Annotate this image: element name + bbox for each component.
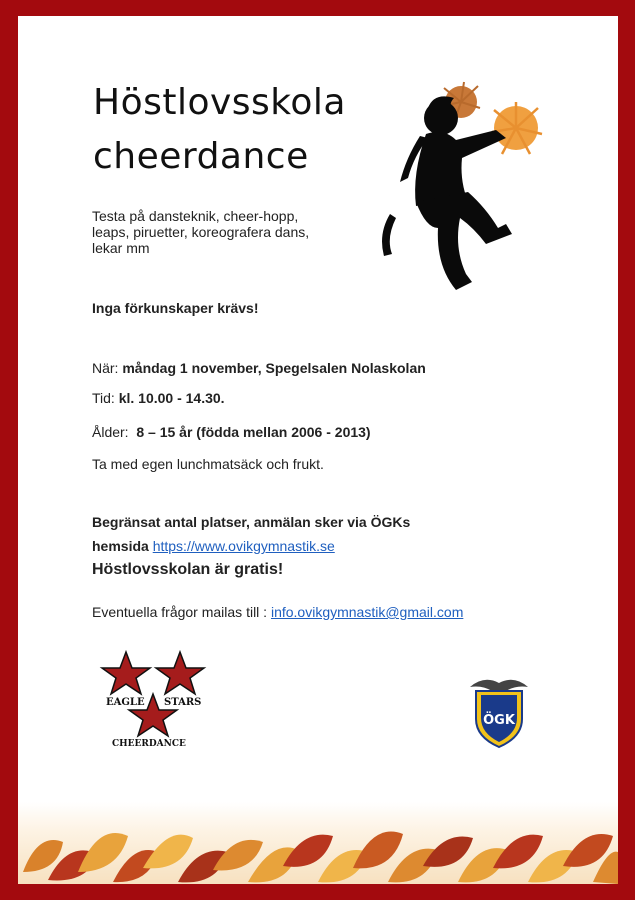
pompom-front-icon (492, 102, 542, 154)
title-line-2: cheerdance (93, 136, 309, 177)
registration-line-1: Begränsat antal platser, anmälan sker via ÖGKs (92, 514, 411, 530)
star-icon (102, 652, 150, 694)
registration-label: hemsida (92, 538, 153, 554)
time-label: Tid: (92, 390, 119, 406)
questions-line (92, 604, 463, 620)
age-line (92, 424, 371, 440)
eagle-stars-logo (98, 650, 208, 750)
poster-page (18, 16, 618, 884)
ogk-logo-text: ÖGK (483, 713, 515, 728)
logo-word-cheerdance: CHEERDANCE (112, 739, 186, 749)
ogk-logo (466, 671, 532, 749)
questions-label: Eventuella frågor mailas till : (92, 604, 271, 620)
autumn-leaves-decoration (18, 802, 618, 884)
email-link[interactable]: info.ovikgymnastik@gmail.com (270, 604, 464, 620)
intro-text: Testa på dansteknik, cheer-hopp, leaps, piruetter, koreografera dans, lekar mm (92, 208, 310, 256)
cheerleader-silhouette-icon (356, 78, 546, 298)
logo-word-eagle: EAGLE (106, 697, 145, 708)
poster-title (93, 76, 346, 184)
time-line (92, 390, 225, 406)
when-label: När: (92, 360, 123, 376)
time-value: kl. 10.00 - 14.30. (118, 390, 225, 406)
no-experience-text: Inga förkunskaper krävs! (92, 300, 259, 316)
when-value: måndag 1 november, Spegelsalen Nolaskolan (122, 360, 426, 376)
registration-line-2 (92, 538, 335, 554)
star-icon (156, 652, 204, 694)
age-value: 8 – 15 år (födda mellan 2006 - 2013) (136, 424, 371, 440)
website-link[interactable]: https://www.ovikgymnastik.se (152, 538, 335, 554)
title-line-1: Höstlovsskola (93, 82, 346, 123)
age-label: Ålder: (92, 424, 137, 440)
logo-word-stars: STARS (164, 697, 202, 708)
when-line (92, 360, 426, 376)
lunch-text: Ta med egen lunchmatsäck och frukt. (92, 456, 324, 472)
free-text: Höstlovsskolan är gratis! (92, 561, 284, 578)
